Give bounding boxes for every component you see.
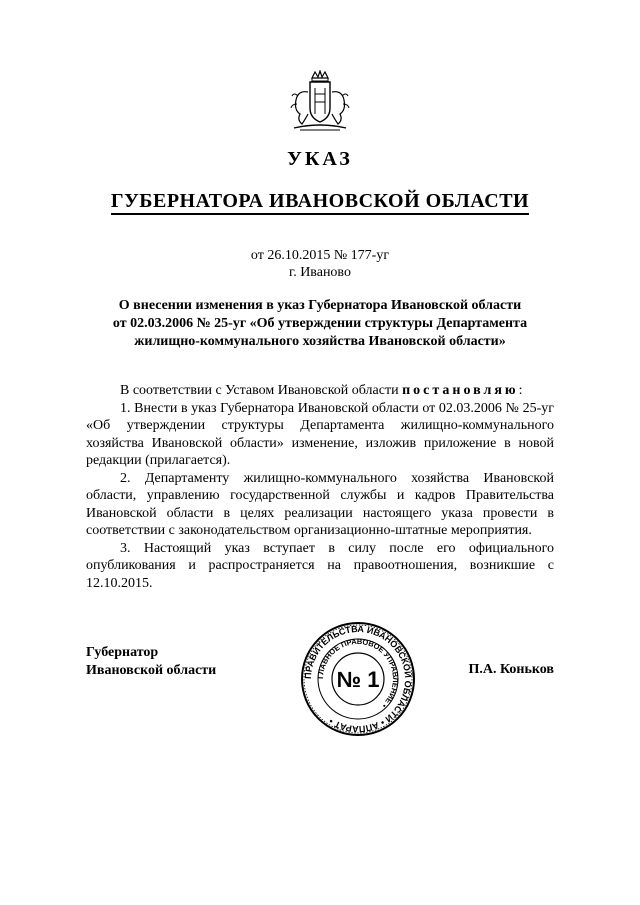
item-2: 2. Департаменту жилищно-коммунального хозяйства Ивановской области, управлению государственной службы и кадров Правительства Ивановской области в целях реализации настоящего указа провести в соответствии с законодательством организационно-штатные мероприятия.	[86, 470, 554, 538]
intro-decree-word: постановляю	[402, 383, 519, 398]
official-seal	[300, 621, 416, 737]
signatory-position	[86, 644, 216, 680]
title-line-1: О внесении изменения в указ Губернатора Ивановской области	[118, 298, 522, 313]
coat-of-arms-icon	[288, 70, 352, 134]
item-1: 1. Внести в указ Губернатора Ивановской области от 02.03.2006 № 25-уг «Об утверждении структуры Департамента жилищно-коммунального хозяйства Ивановской области» изменение, изложив приложение в новой редакции (прилагается).	[86, 400, 554, 468]
seal-outer-text: ПРАВИТЕЛЬСТВА ИВАНОВСКОЙ ОБЛАСТИ • АППАРАТ •	[302, 623, 414, 735]
intro-paragraph	[86, 382, 554, 400]
position-line-2: Ивановской области	[86, 663, 217, 678]
intro-prefix: В соответствии с Уставом Ивановской области	[120, 383, 403, 398]
seal-number: № 1	[336, 667, 380, 692]
document-body	[86, 382, 554, 592]
title-line-2: от 02.03.2006 № 25-уг «Об утверждении структуры Департамента	[112, 316, 528, 331]
issuer-text: ГУБЕРНАТОРА ИВАНОВСКОЙ ОБЛАСТИ	[111, 190, 529, 215]
document-title	[86, 297, 554, 351]
document-type: УКАЗ	[287, 148, 353, 170]
intro-suffix: :	[518, 383, 523, 398]
document-city: г. Иваново	[289, 265, 351, 280]
item-3: 3. Настоящий указ вступает в силу после его официального опубликования и распространяется на правоотношения, возникшие с 12.10.2015.	[86, 540, 554, 591]
title-line-3: жилищно-коммунального хозяйства Ивановской области»	[134, 334, 506, 349]
seal-inner-text: ГЛАВНОЕ ПРАВОВОЕ УПРАВЛЕНИЕ •	[315, 636, 401, 710]
position-line-1: Губернатор	[86, 645, 159, 660]
document-date-number: от 26.10.2015 № 177-уг	[250, 248, 390, 263]
signatory-name: П.А. Коньков	[468, 662, 554, 677]
issuer-title	[0, 190, 640, 213]
